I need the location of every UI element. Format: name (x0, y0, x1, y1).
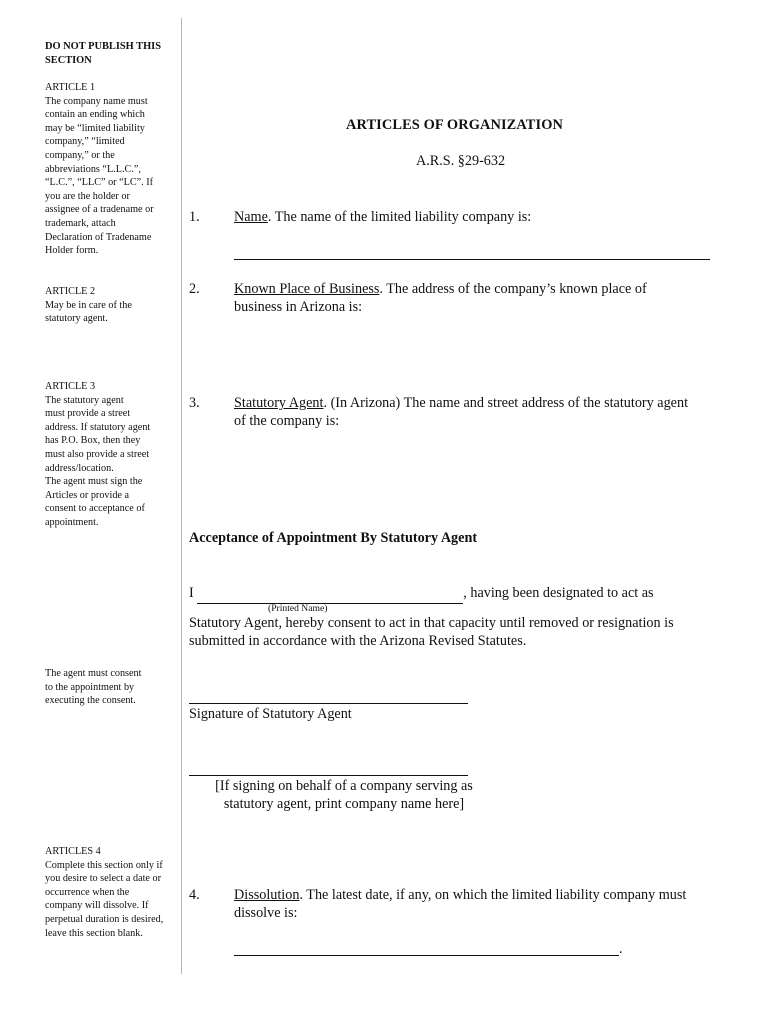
company-signing-note: [If signing on behalf of a company serving as statutory agent, print company name here] (215, 778, 473, 812)
item-label: Statutory Agent (234, 395, 324, 411)
consent-note-line: executing the consent. (45, 695, 136, 707)
article1-line: Holder form. (45, 245, 99, 257)
article4-heading: ARTICLES 4 (45, 846, 101, 857)
article1-line: Declaration of Tradename (45, 231, 152, 243)
article4-line: leave this section blank. (45, 927, 143, 939)
agent-name-line (189, 585, 654, 604)
signature-label: Signature of Statutory Agent (189, 706, 352, 722)
article3-line: address/location. (45, 462, 114, 474)
item-description: . The address of the company’s known place of business in Arizona is: (234, 281, 647, 315)
article1-heading: ARTICLE 1 (45, 82, 96, 93)
sidebar-do-not-publish (45, 40, 181, 67)
article4-line: you desire to select a date or (45, 873, 161, 885)
article2-line: May be in care of the (45, 299, 132, 311)
consent-note-line: The agent must consent (45, 668, 142, 679)
sidebar-divider (181, 18, 182, 974)
agent-name-prefix: I (189, 585, 198, 601)
item-statutory-agent-text (234, 395, 694, 431)
article3-line: The agent must sign the (45, 476, 143, 488)
article4-line: Complete this section only if (45, 859, 163, 871)
article2-heading: ARTICLE 2 (45, 286, 96, 297)
article3-line: address. If statutory agent (45, 421, 151, 433)
article3-line: must also provide a street (45, 448, 150, 460)
document-title: ARTICLES OF ORGANIZATION (346, 117, 563, 133)
article4-line: company will dissolve. If (45, 900, 149, 912)
item-number: 2. (189, 281, 200, 297)
item-number: 3. (189, 395, 200, 411)
agent-name-suffix: , having been designated to act as (463, 585, 654, 601)
article1-line: company,” “limited (45, 136, 125, 148)
company-name-field[interactable] (234, 259, 710, 260)
article4-line: perpetual duration is desired, (45, 913, 164, 925)
article3-line: Articles or provide a (45, 489, 130, 501)
statute-reference: A.R.S. §29-632 (416, 153, 506, 169)
signature-field[interactable] (189, 703, 468, 704)
article3-line: must provide a street (45, 408, 131, 420)
sidebar-article2-note (45, 285, 181, 326)
agent-printed-name-field[interactable] (197, 585, 463, 604)
article3-line: appointment. (45, 516, 99, 528)
item-label: Name (234, 209, 268, 225)
article1-line: may be “limited liability (45, 122, 145, 134)
item-label: Dissolution (234, 887, 300, 903)
company-name-signature-field[interactable] (189, 775, 468, 776)
sidebar-article4-note (45, 845, 181, 940)
sidebar-consent-note (45, 667, 181, 708)
item-description: . (In Arizona) The name and street address of the statutory agent of the company is: (234, 395, 689, 429)
article4-line: occurrence when the (45, 886, 130, 898)
item-number: 4. (189, 887, 200, 903)
article1-line: you are the holder or (45, 190, 130, 202)
article3-line: The statutory agent (45, 394, 124, 406)
item-name-text (234, 209, 704, 227)
article1-line: abbreviations “L.L.C.”, (45, 163, 141, 175)
article1-line: “L.C.”, “LLC” or “LC”. If (45, 177, 154, 189)
dissolution-period: . (619, 941, 623, 957)
item-dissolution-text (234, 887, 704, 923)
article3-line: has P.O. Box, then they (45, 435, 141, 447)
printed-name-caption: (Printed Name) (268, 603, 328, 614)
item-description: . The latest date, if any, on which the limited liability company must dissolve is: (234, 887, 687, 921)
article1-line: company,” or the (45, 149, 115, 161)
article1-line: trademark, attach (45, 217, 116, 229)
article1-line: assignee of a tradename or (45, 204, 154, 216)
article2-line: statutory agent. (45, 313, 108, 325)
item-known-place-text (234, 281, 694, 317)
do-not-publish-notice: DO NOT PUBLISH THIS SECTION (45, 41, 161, 66)
sidebar-article3-note (45, 380, 181, 530)
article3-heading: ARTICLE 3 (45, 381, 96, 392)
article1-line: The company name must (45, 95, 148, 107)
item-label: Known Place of Business (234, 281, 380, 297)
item-description: . The name of the limited liability company is: (267, 209, 532, 225)
consent-paragraph: Statutory Agent, hereby consent to act in that capacity until removed or resignation is submitted in accordance with the Arizona Revised Statutes. (189, 615, 674, 649)
dissolution-date-field[interactable] (234, 955, 619, 956)
consent-note-line: to the appointment by (45, 681, 135, 693)
sidebar-article1-note (45, 81, 181, 258)
article1-line: contain an ending which (45, 109, 145, 121)
article3-line: consent to acceptance of (45, 503, 145, 515)
item-number: 1. (189, 209, 200, 225)
acceptance-heading: Acceptance of Appointment By Statutory Agent (189, 530, 478, 546)
